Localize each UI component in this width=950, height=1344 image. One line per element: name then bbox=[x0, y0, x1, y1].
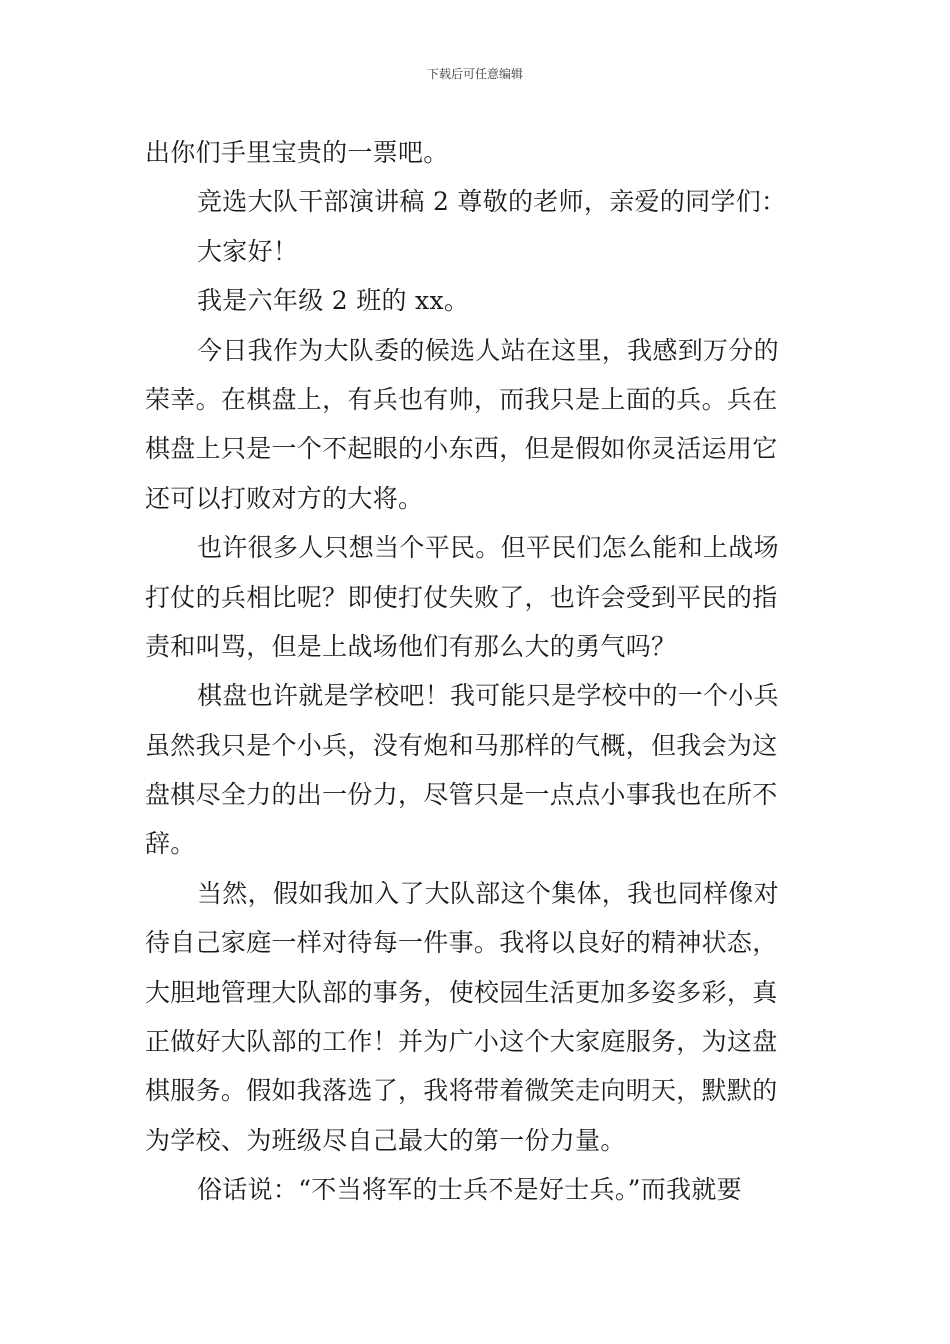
text-line-12: 棋盘也许就是学校吧！我可能只是学校中的一个小兵 bbox=[197, 681, 779, 711]
text-line-4: 我是六年级 2 班的 xx。 bbox=[197, 286, 470, 316]
text-line-14: 盘棋尽全力的出一份力，尽管只是一点点小事我也在所不 bbox=[145, 780, 778, 810]
text-line-17: 待自己家庭一样对待每一件事。我将以良好的精神状态， bbox=[145, 928, 778, 958]
text-line-13: 虽然我只是个小兵，没有炮和马那样的气概，但我会为这 bbox=[145, 730, 778, 760]
text-line-18: 大胆地管理大队部的事务，使校园生活更加多姿多彩，真 bbox=[145, 977, 778, 1007]
text-line-7: 棋盘上只是一个不起眼的小东西，但是假如你灵活运用它 bbox=[145, 434, 778, 464]
text-line-15: 辞。 bbox=[145, 829, 196, 859]
text-line-2: 竞选大队干部演讲稿 2 尊敬的老师，亲爱的同学们： bbox=[197, 187, 787, 217]
text-line-11: 责和叫骂，但是上战场他们有那么大的勇气吗？ bbox=[145, 631, 677, 661]
document-body bbox=[145, 128, 815, 1215]
text-line-6: 荣幸。在棋盘上，有兵也有帅，而我只是上面的兵。兵在 bbox=[145, 384, 778, 414]
text-line-22: 俗话说：“不当将军的士兵不是好士兵。”而我就要 bbox=[197, 1175, 742, 1205]
text-line-10: 打仗的兵相比呢？即使打仗失败了，也许会受到平民的指 bbox=[145, 582, 778, 612]
text-line-9: 也许很多人只想当个平民。但平民们怎么能和上战场 bbox=[197, 533, 779, 563]
text-line-3: 大家好！ bbox=[197, 236, 299, 266]
text-line-1: 出你们手里宝贵的一票吧。 bbox=[145, 138, 449, 167]
text-line-8: 还可以打败对方的大将。 bbox=[145, 483, 424, 513]
page-header: 下载后可任意编辑 bbox=[426, 67, 523, 81]
text-line-21: 为学校、为班级尽自己最大的第一份力量。 bbox=[145, 1125, 626, 1155]
text-line-20: 棋服务。假如我落选了，我将带着微笑走向明天，默默的 bbox=[145, 1076, 778, 1106]
text-line-5: 今日我作为大队委的候选人站在这里，我感到万分的 bbox=[197, 335, 779, 365]
text-line-19: 正做好大队部的工作！并为广小这个大家庭服务，为这盘 bbox=[145, 1027, 778, 1057]
text-line-16: 当然，假如我加入了大队部这个集体，我也同样像对 bbox=[197, 878, 779, 908]
